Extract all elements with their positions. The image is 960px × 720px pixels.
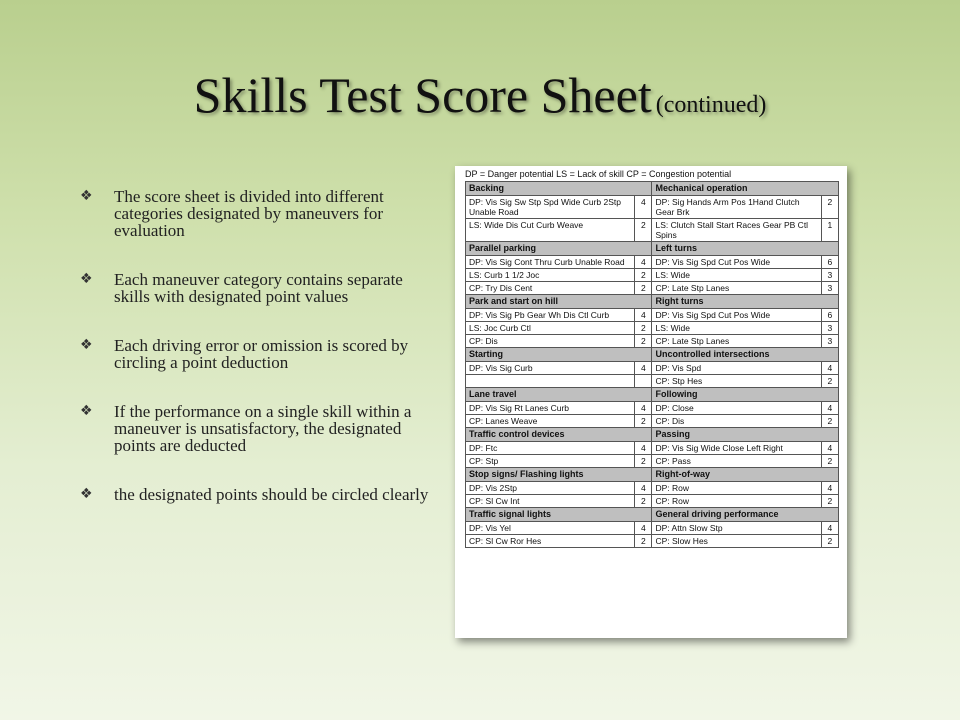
point-value: 4 <box>635 196 652 219</box>
score-sheet-legend: DP = Danger potential LS = Lack of skill CP = Congestion potential <box>465 169 732 179</box>
skill-items: DP: Vis Sig Rt Lanes Curb <box>466 402 635 415</box>
skill-items: DP: Vis Sig Wide Close Left Right <box>652 442 821 455</box>
category-header: Parallel parking <box>466 242 652 256</box>
bullet-diamond-icon: ❖ <box>80 486 93 502</box>
skill-items: DP: Vis Spd <box>652 362 821 375</box>
point-value: 4 <box>635 309 652 322</box>
skill-items: CP: Stp <box>466 455 635 468</box>
skill-row <box>466 335 839 348</box>
bullet-item <box>80 337 430 371</box>
point-value: 1 <box>821 219 838 242</box>
skill-items: DP: Row <box>652 482 821 495</box>
skill-items: DP: Vis 2Stp <box>466 482 635 495</box>
category-header: Right-of-way <box>652 468 839 482</box>
category-header-row <box>466 182 839 196</box>
skill-items: DP: Vis Sig Spd Cut Pos Wide <box>652 309 821 322</box>
skill-items: CP: Late Stp Lanes <box>652 282 821 295</box>
point-value: 4 <box>821 402 838 415</box>
skill-row <box>466 282 839 295</box>
category-header: Passing <box>652 428 839 442</box>
category-header-row <box>466 508 839 522</box>
bullet-item <box>80 403 430 454</box>
slide-title-main: Skills Test Score Sheet <box>193 67 652 123</box>
category-header: Stop signs/ Flashing lights <box>466 468 652 482</box>
skill-items: CP: Pass <box>652 455 821 468</box>
point-value: 2 <box>635 495 652 508</box>
category-header: Backing <box>466 182 652 196</box>
point-value: 2 <box>635 335 652 348</box>
skill-row <box>466 309 839 322</box>
category-header-row <box>466 242 839 256</box>
skill-items: DP: Vis Sig Curb <box>466 362 635 375</box>
point-value: 4 <box>821 482 838 495</box>
score-sheet-image <box>455 166 847 638</box>
category-header: Following <box>652 388 839 402</box>
point-value: 2 <box>635 282 652 295</box>
category-header: Traffic control devices <box>466 428 652 442</box>
skill-items: LS: Wide <box>652 322 821 335</box>
category-header: General driving performance <box>652 508 839 522</box>
category-header-row <box>466 468 839 482</box>
skill-row <box>466 196 839 219</box>
bullet-diamond-icon: ❖ <box>80 337 93 353</box>
point-value: 4 <box>821 522 838 535</box>
skill-row <box>466 322 839 335</box>
bullet-item <box>80 188 430 239</box>
point-value: 4 <box>821 442 838 455</box>
skill-row <box>466 482 839 495</box>
bullet-item <box>80 486 430 503</box>
point-value: 4 <box>635 256 652 269</box>
skill-row <box>466 256 839 269</box>
skill-items: CP: Dis <box>652 415 821 428</box>
skill-row <box>466 415 839 428</box>
bullet-item <box>80 271 430 305</box>
skill-items: DP: Vis Yel <box>466 522 635 535</box>
point-value: 2 <box>635 455 652 468</box>
category-header-row <box>466 388 839 402</box>
category-header: Park and start on hill <box>466 295 652 309</box>
skill-items: LS: Wide Dis Cut Curb Weave <box>466 219 635 242</box>
skill-items: DP: Vis Sig Spd Cut Pos Wide <box>652 256 821 269</box>
point-value: 3 <box>821 269 838 282</box>
skill-items: CP: Stp Hes <box>652 375 821 388</box>
bullet-diamond-icon: ❖ <box>80 403 93 419</box>
category-header: Left turns <box>652 242 839 256</box>
skill-row <box>466 362 839 375</box>
point-value: 4 <box>635 482 652 495</box>
skill-items: DP: Attn Slow Stp <box>652 522 821 535</box>
category-header: Right turns <box>652 295 839 309</box>
skill-row <box>466 455 839 468</box>
point-value: 6 <box>821 256 838 269</box>
category-header-row <box>466 428 839 442</box>
point-value: 3 <box>821 335 838 348</box>
bullet-text: The score sheet is divided into different categories designated by maneuvers for evaluation <box>114 187 384 240</box>
skill-items: LS: Curb 1 1/2 Joc <box>466 269 635 282</box>
skill-row <box>466 269 839 282</box>
category-header: Starting <box>466 348 652 362</box>
skill-items: CP: Try Dis Cent <box>466 282 635 295</box>
point-value: 2 <box>821 375 838 388</box>
skill-items: LS: Joc Curb Ctl <box>466 322 635 335</box>
point-value: 2 <box>821 196 838 219</box>
bullet-diamond-icon: ❖ <box>80 188 93 204</box>
category-header: Uncontrolled intersections <box>652 348 839 362</box>
slide-title <box>0 66 960 124</box>
point-value: 4 <box>635 402 652 415</box>
skill-items: CP: Row <box>652 495 821 508</box>
bullet-text: the designated points should be circled clearly <box>114 485 429 504</box>
skill-row <box>466 495 839 508</box>
point-value: 4 <box>635 362 652 375</box>
skill-items <box>466 375 635 388</box>
skill-row <box>466 442 839 455</box>
category-header: Lane travel <box>466 388 652 402</box>
point-value: 2 <box>821 415 838 428</box>
skill-items: DP: Close <box>652 402 821 415</box>
point-value: 6 <box>821 309 838 322</box>
point-value: 2 <box>635 322 652 335</box>
skill-items: DP: Vis Sig Sw Stp Spd Wide Curb 2Stp Unable Road <box>466 196 635 219</box>
point-value <box>635 375 652 388</box>
point-value: 4 <box>635 442 652 455</box>
point-value: 3 <box>821 322 838 335</box>
skill-items: DP: Ftc <box>466 442 635 455</box>
score-sheet-table <box>465 181 839 548</box>
slide-title-subtitle: (continued) <box>655 92 767 118</box>
category-header-row <box>466 295 839 309</box>
bullet-text: Each maneuver category contains separate skills with designated point values <box>114 270 403 306</box>
category-header: Mechanical operation <box>652 182 839 196</box>
skill-items: CP: Late Stp Lanes <box>652 335 821 348</box>
point-value: 3 <box>821 282 838 295</box>
point-value: 2 <box>821 495 838 508</box>
point-value: 2 <box>635 219 652 242</box>
skill-row <box>466 219 839 242</box>
skill-items: CP: Sl Cw Int <box>466 495 635 508</box>
skill-row <box>466 535 839 548</box>
bullet-list <box>80 188 430 535</box>
bullet-text: If the performance on a single skill within a maneuver is unsatisfactory, the designated points are deducted <box>114 402 412 455</box>
skill-items: CP: Sl Cw Ror Hes <box>466 535 635 548</box>
skill-items: DP: Vis Sig Cont Thru Curb Unable Road <box>466 256 635 269</box>
bullet-text: Each driving error or omission is scored by circling a point deduction <box>114 336 409 372</box>
point-value: 2 <box>635 269 652 282</box>
skill-items: CP: Lanes Weave <box>466 415 635 428</box>
skill-items: DP: Vis Sig Pb Gear Wh Dis Ctl Curb <box>466 309 635 322</box>
skill-items: DP: Sig Hands Arm Pos 1Hand Clutch Gear Brk <box>652 196 821 219</box>
point-value: 2 <box>821 535 838 548</box>
point-value: 2 <box>635 535 652 548</box>
category-header-row <box>466 348 839 362</box>
point-value: 4 <box>635 522 652 535</box>
point-value: 2 <box>821 455 838 468</box>
bullet-diamond-icon: ❖ <box>80 271 93 287</box>
skill-items: CP: Dis <box>466 335 635 348</box>
point-value: 2 <box>635 415 652 428</box>
skill-row <box>466 522 839 535</box>
skill-items: LS: Clutch Stall Start Races Gear PB Ctl Spins <box>652 219 821 242</box>
skill-items: CP: Slow Hes <box>652 535 821 548</box>
skill-items: LS: Wide <box>652 269 821 282</box>
category-header: Traffic signal lights <box>466 508 652 522</box>
point-value: 4 <box>821 362 838 375</box>
skill-row <box>466 375 839 388</box>
skill-row <box>466 402 839 415</box>
